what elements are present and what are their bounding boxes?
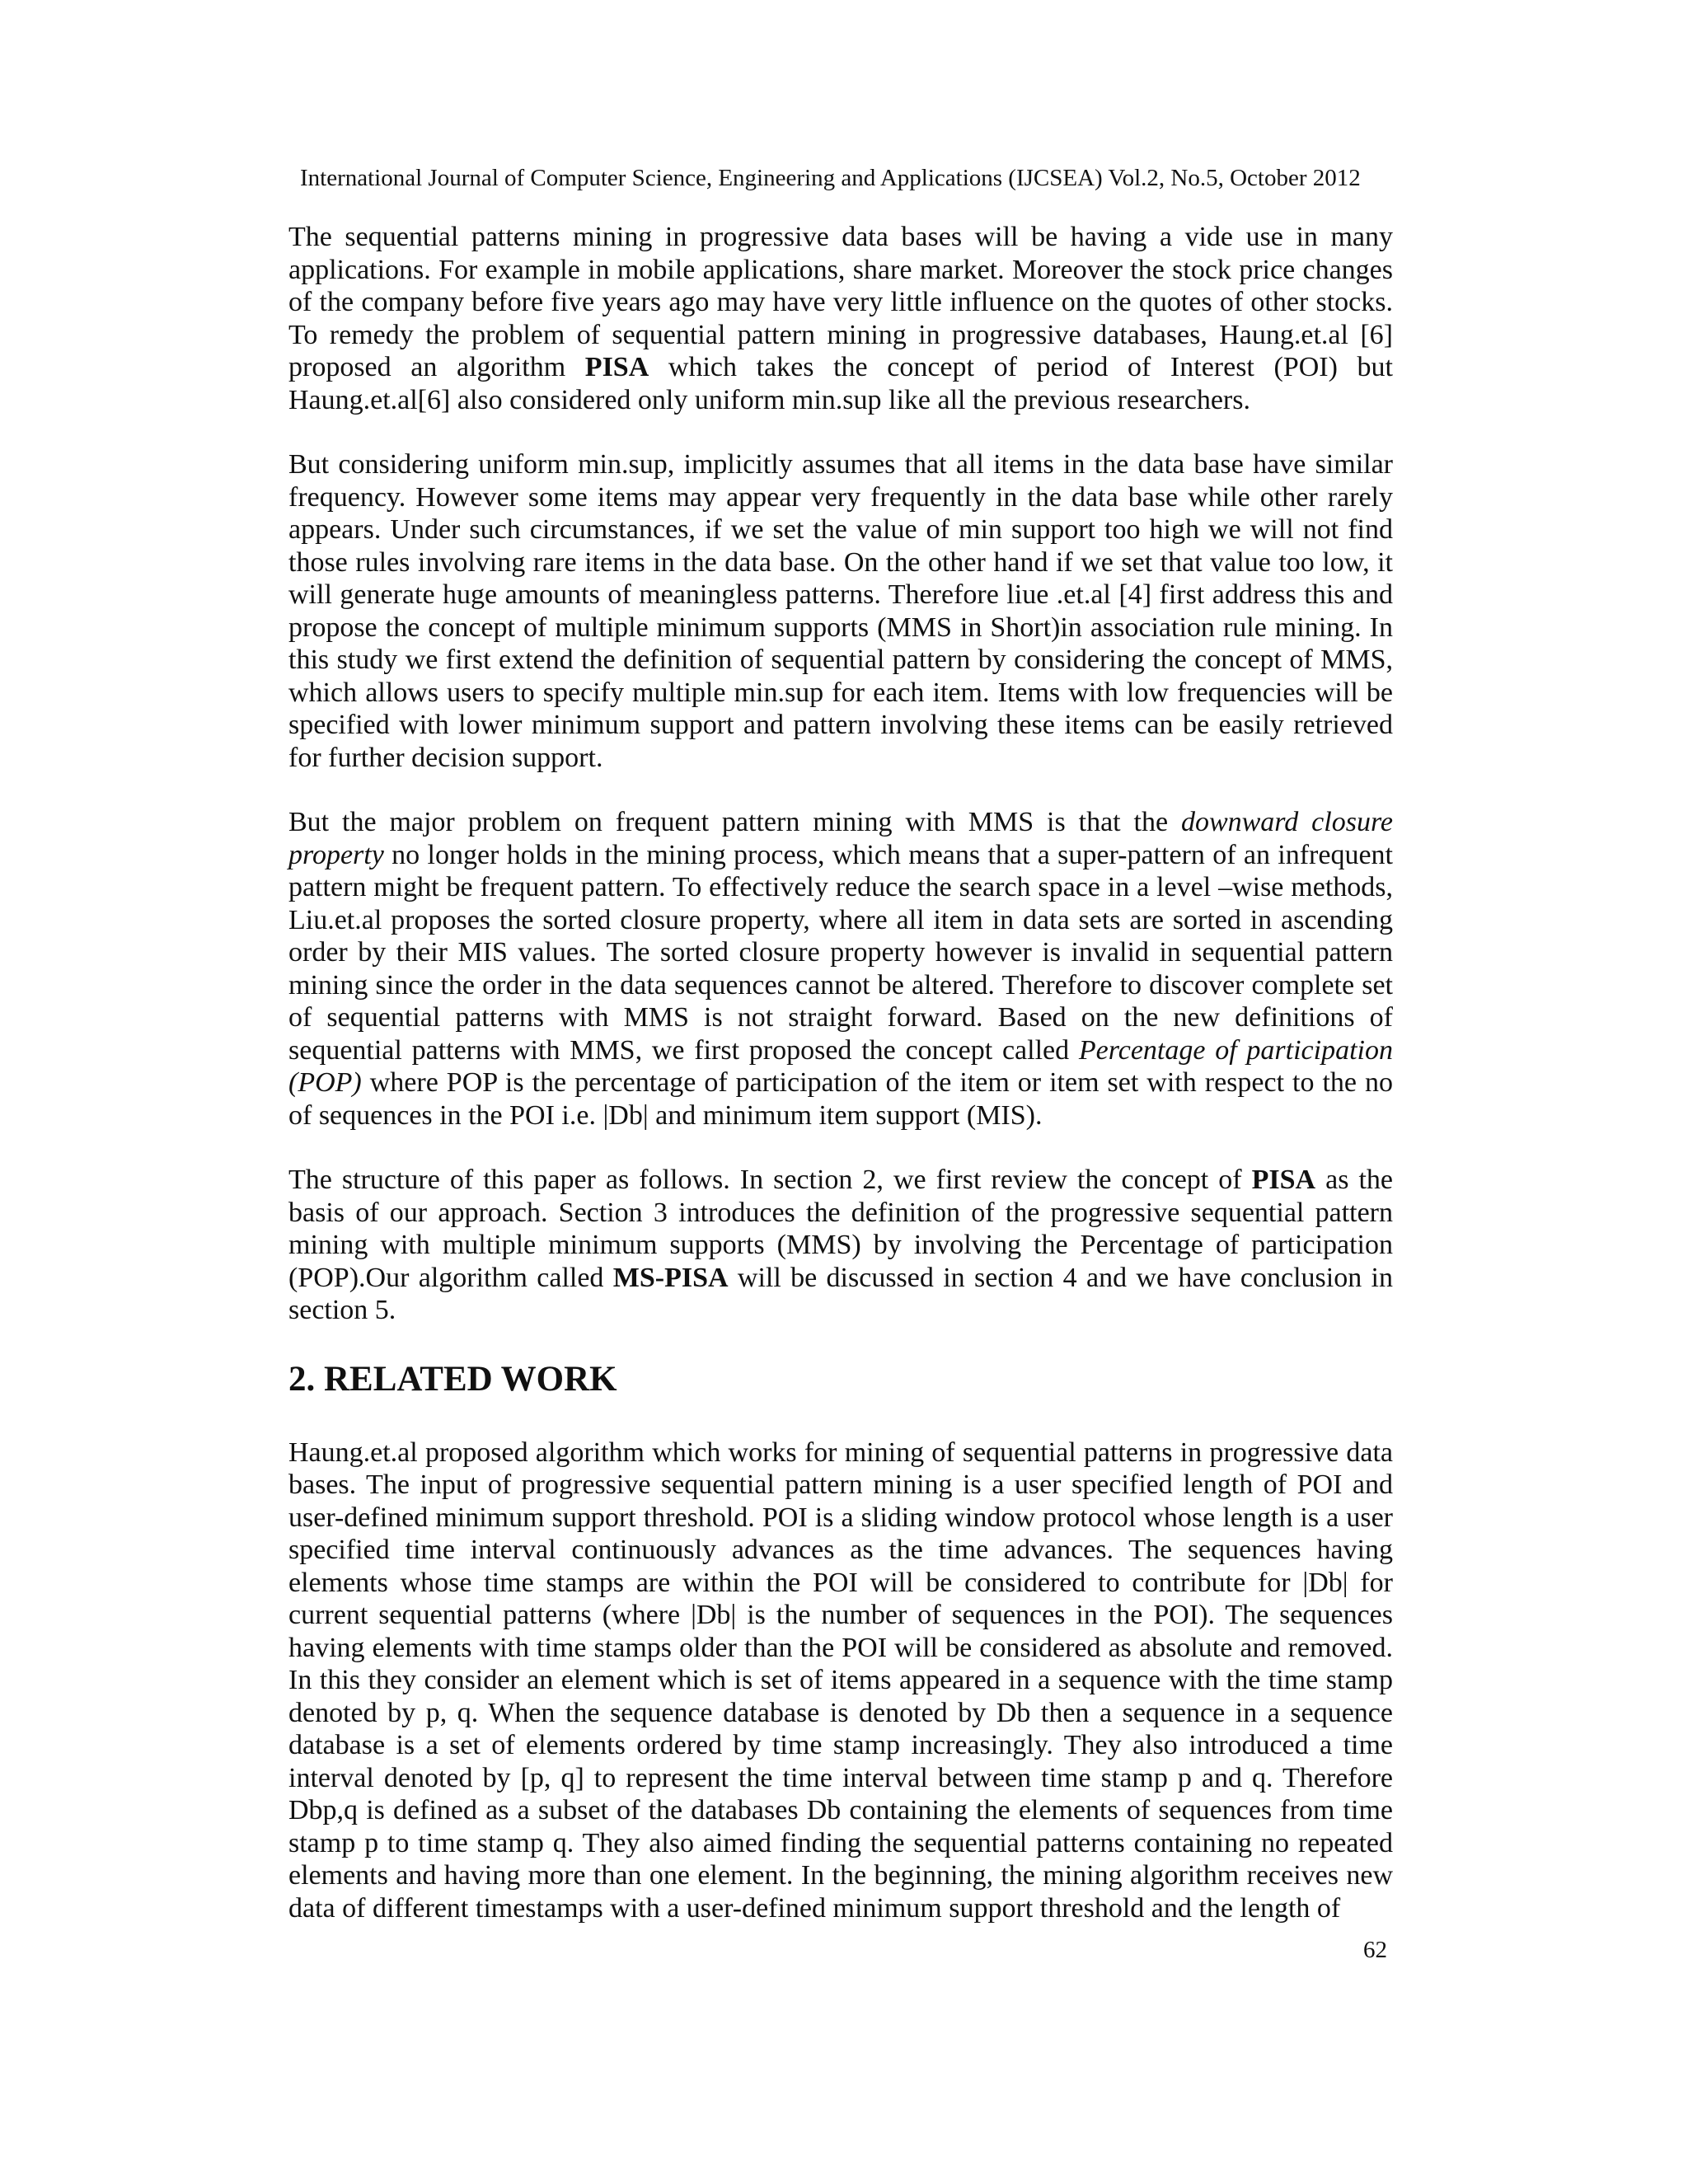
algorithm-name-pisa: PISA bbox=[584, 352, 649, 382]
article-body bbox=[288, 221, 1393, 1957]
term-downward-closure: downward closure property bbox=[288, 807, 1394, 870]
page-number: 62 bbox=[1363, 1937, 1387, 1963]
paragraph-related-work: Haung.et.al proposed algorithm which works for mining of sequential patterns in progressive data bases. The input of progressive sequential pattern mining is a user specified length of POI and user-defined minimum support threshold. POI is a sliding window protocol whose length is a user specified time interval continuously advances as the time advances. The sequences having elements whose time stamps are within the POI will be considered to contribute for |Db| for current sequential patterns (where |Db| is the number of sequences in the POI). The sequences having elements with time stamps older than the POI will be considered as absolute and removed. In this they consider an element which is set of items appeared in a sequence with the time stamp denoted by p, q. When the sequence database is denoted by Db then a sequence in a sequence database is a set of elements ordered by time stamp increasingly. They also introduced a time interval denoted by [p, q] to represent the time interval between time stamp p and q. Therefore Dbp,q is defined as a subset of the databases Db containing the elements of sequences from time stamp p to time stamp q. They also aimed finding the sequential patterns containing no repeated elements and having more than one element. In the beginning, the mining algorithm receives new data of different timestamps with a user-defined minimum support threshold and the length of bbox=[288, 1436, 1393, 1924]
term-percentage-of-participation: Percentage of participation (POP) bbox=[288, 1034, 1393, 1098]
paragraph-progressive-mining-intro bbox=[288, 221, 1393, 416]
paragraph-text: will be discussed in section 4 and we have conclusion in section 5. bbox=[288, 1262, 1393, 1325]
paragraph-text: which takes the concept of period of Interest (POI) but Haung.et.al[6] also considered only uniform min.sup like all the previous researchers. bbox=[288, 352, 1393, 415]
section-heading-related-work: 2. RELATED WORK bbox=[288, 1359, 617, 1399]
paragraph-downward-closure bbox=[288, 806, 1393, 1132]
paragraph-uniform-minsup: But considering uniform min.sup, implicitly assumes that all items in the data base have similar frequency. However some items may appear very frequently in the data base while other rarely appears. Under such circumstances, if we set the value of min support too high we will not find those rules involving rare items in the data base. On the other hand if we set that value too low, it will generate huge amounts of meaningless patterns. Therefore liue .et.al [4] first address this and propose the concept of multiple minimum supports (MMS in Short)in association rule mining. In this study we first extend the definition of sequential pattern by considering the concept of MMS, which allows users to specify multiple min.sup for each item. Items with low frequencies will be specified with lower minimum support and pattern involving these items can be easily retrieved for further decision support. bbox=[288, 449, 1393, 773]
paragraph-paper-structure bbox=[288, 1164, 1393, 1327]
paragraph-text: as the basis of our approach. Section 3 introduces the definition of the progressive sequential pattern mining with multiple minimum supports (MMS) by involving the Percentage of participation (POP).Our algorithm called bbox=[288, 1165, 1393, 1293]
paragraph-text: where POP is the percentage of participation of the item or item set with respect to the no of sequences in the POI i.e. |Db| and minimum item support (MIS). bbox=[288, 1067, 1393, 1131]
paragraph-text: no longer holds in the mining process, which means that a super-pattern of an infrequent pattern might be frequent pattern. To effectively reduce the search space in a level –wise methods, Liu.et.al proposes the sorted closure property, where all item in data sets are sorted in ascending order by their MIS values. The sorted closure property however is invalid in sequential pattern mining since the order in the data sequences cannot be altered. Therefore to discover complete set of sequential patterns with MMS is not straight forward. Based on the new definitions of sequential patterns with MMS, we first proposed the concept called bbox=[288, 839, 1393, 1066]
journal-running-header: International Journal of Computer Science, Engineering and Applications (IJCSEA) Vol.2, No.5, October 2012 bbox=[300, 165, 1361, 191]
algorithm-name-ms-pisa: MS-PISA bbox=[612, 1262, 729, 1293]
paragraph-text: The structure of this paper as follows. In section 2, we first review the concept of bbox=[288, 1165, 1252, 1195]
algorithm-name-pisa: PISA bbox=[1251, 1165, 1316, 1195]
paragraph-text: But the major problem on frequent pattern mining with MMS is that the bbox=[288, 807, 1181, 837]
paragraph-text: The sequential patterns mining in progressive data bases will be having a vide use in many applications. For example in mobile applications, share market. Moreover the stock price changes of the company before five years ago may have very little influence on the quotes of other stocks. To remedy the problem of sequential pattern mining in progressive databases, Haung.et.al [6] proposed an algorithm bbox=[288, 222, 1393, 382]
